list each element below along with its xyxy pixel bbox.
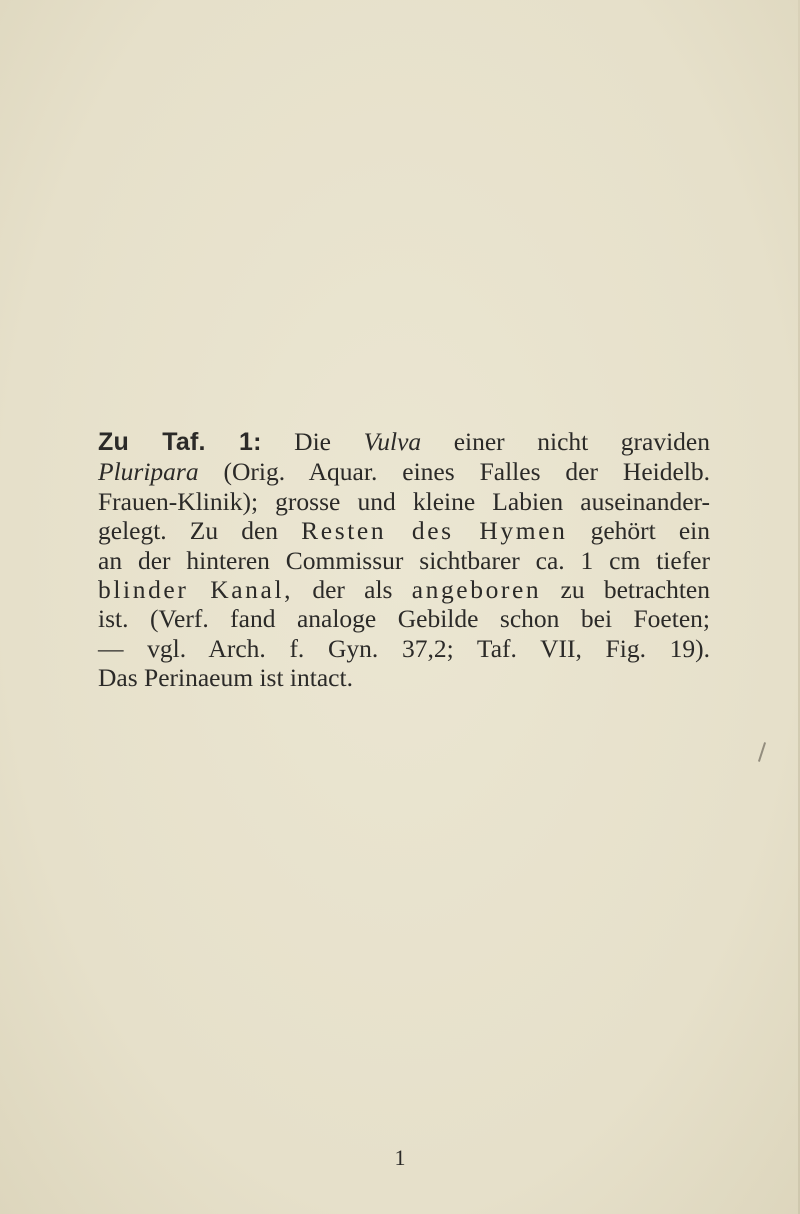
spaced-emphasis-blinder-kanal: blinder Kanal, bbox=[98, 575, 294, 605]
plate-caption bbox=[98, 427, 710, 693]
caption-line-7: ist. (Verf. fand analoge Gebilde schon bei Foeten; bbox=[98, 604, 710, 634]
paper-speck bbox=[758, 742, 766, 762]
spaced-emphasis-resten-des-hymen: Resten des Hymen bbox=[301, 516, 568, 546]
caption-heading: Zu Taf. 1: bbox=[98, 428, 262, 456]
caption-line-1: Zu Taf. 1: Die Vulva einer nicht graviden bbox=[98, 427, 710, 456]
caption-line-6: blinder Kanal, der als angeboren zu betrachten bbox=[98, 575, 710, 605]
caption-line-9: Das Perinaeum ist intact. bbox=[98, 663, 353, 693]
caption-line-2: Pluripara (Orig. Aquar. eines Falles der Heidelb. bbox=[98, 457, 710, 487]
caption-line-8: — vgl. Arch. f. Gyn. 37,2; Taf. VII, Fig. 19). bbox=[98, 633, 710, 663]
caption-line-3: Frauen-Klinik); grosse und kleine Labien auseinander- bbox=[98, 486, 710, 516]
caption-line-5: an der hinteren Commissur sichtbarer ca. 1 cm tiefer bbox=[98, 545, 710, 575]
spaced-emphasis-angeboren: angeboren bbox=[411, 575, 542, 605]
caption-line-4: gelegt. Zu den Resten des Hymen gehört ein bbox=[98, 516, 710, 546]
italic-term-vulva: Vulva bbox=[363, 427, 422, 456]
italic-term-pluripara: Pluripara bbox=[98, 457, 199, 487]
page-number: 1 bbox=[394, 1145, 406, 1170]
